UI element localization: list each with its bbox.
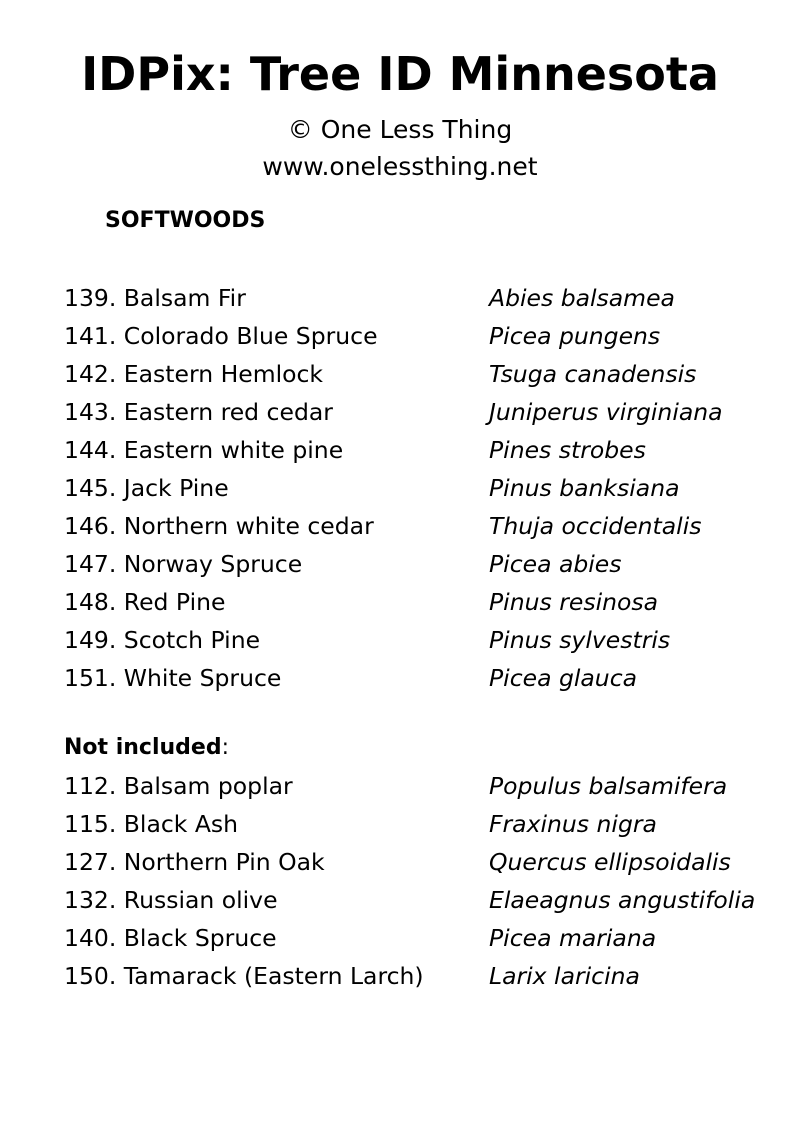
latin-name: Picea abies [489,550,622,578]
tree-row [64,919,764,957]
softwoods-list [64,279,764,697]
not-included-colon: : [221,735,229,760]
latin-name: Thuja occidentalis [489,512,702,540]
common-name: 140. Black Spruce [64,924,277,952]
website-url: www.onelessthing.net [262,152,538,181]
tree-row [64,621,764,659]
latin-name: Tsuga canadensis [489,360,697,388]
tree-row [64,957,764,995]
common-name: 142. Eastern Hemlock [64,360,324,388]
latin-name: Fraxinus nigra [489,810,657,838]
tree-row [64,545,764,583]
common-name: 145. Jack Pine [64,474,229,502]
common-name: 132. Russian olive [64,886,278,914]
tree-row [64,767,764,805]
common-name: 149. Scotch Pine [64,626,261,654]
common-name: 147. Norway Spruce [64,550,303,578]
latin-name: Pinus banksiana [489,474,680,502]
latin-name: Picea pungens [489,322,661,350]
latin-name: Pinus resinosa [489,588,659,616]
common-name: 150. Tamarack (Eastern Larch) [64,962,424,990]
latin-name: Elaeagnus angustifolia [489,886,756,914]
latin-name: Pinus sylvestris [489,626,671,654]
common-name: 148. Red Pine [64,588,226,616]
tree-row [64,843,764,881]
latin-name: Populus balsamifera [489,772,728,800]
common-name: 144. Eastern white pine [64,436,344,464]
latin-name: Picea mariana [489,924,657,952]
tree-row [64,279,764,317]
common-name: 151. White Spruce [64,664,282,692]
tree-row [64,431,764,469]
tree-row [64,507,764,545]
tree-row [64,881,764,919]
tree-row [64,659,764,697]
copyright-line: © One Less Thing [287,115,513,144]
tree-row [64,583,764,621]
not-included-heading [64,731,229,765]
common-name: 141. Colorado Blue Spruce [64,322,378,350]
latin-name: Juniperus virginiana [489,398,723,426]
softwoods-heading: SOFTWOODS [105,208,266,233]
tree-row [64,317,764,355]
latin-name: Picea glauca [489,664,638,692]
latin-name: Larix laricina [489,962,640,990]
common-name: 112. Balsam poplar [64,772,293,800]
tree-row [64,469,764,507]
common-name: 127. Northern Pin Oak [64,848,325,876]
tree-row [64,355,764,393]
common-name: 146. Northern white cedar [64,512,374,540]
page-title: IDPix: Tree ID Minnesota [81,47,719,101]
latin-name: Quercus ellipsoidalis [489,848,731,876]
latin-name: Pines strobes [489,436,646,464]
latin-name: Abies balsamea [489,284,675,312]
common-name: 139. Balsam Fir [64,284,246,312]
not-included-label: Not included [64,735,222,760]
not-included-list [64,767,764,995]
tree-row [64,805,764,843]
common-name: 143. Eastern red cedar [64,398,333,426]
common-name: 115. Black Ash [64,810,239,838]
tree-row [64,393,764,431]
